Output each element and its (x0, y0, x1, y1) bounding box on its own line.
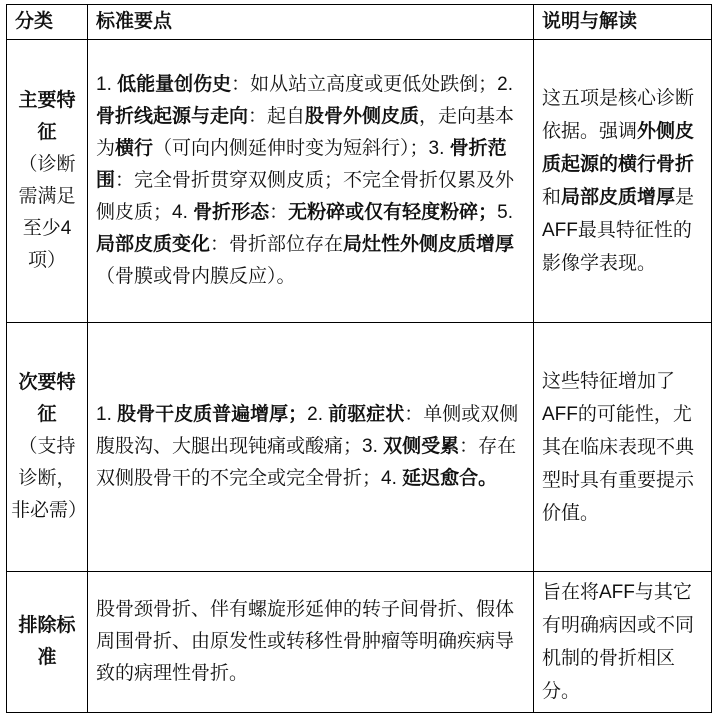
bold-text: 双侧受累 (383, 436, 460, 457)
text: ： (269, 202, 289, 223)
criteria-cell (88, 572, 534, 713)
header-explanation: 说明与解读 (534, 5, 712, 40)
bold-text: 股骨外侧皮质 (305, 106, 420, 127)
text: ：如从站立高度或更低处跌倒；2. (231, 74, 513, 95)
text: 旨在将AFF与其它有明确病因或不同机制的骨折相区分。 (542, 582, 695, 702)
text: ，走向基本为 (96, 106, 515, 159)
category-note: （支持诊断，非必需） (11, 436, 88, 521)
text: ：单侧或双侧腹股沟、大腿出现钝痛或酸痛；3. (96, 404, 519, 457)
bold-text: 横行 (115, 138, 154, 159)
bold-text: 局部皮质增厚 (561, 187, 676, 208)
bold-text: 延迟愈合。 (402, 468, 498, 489)
text: 1. (96, 74, 118, 95)
category-cell (7, 40, 88, 323)
criteria-cell (88, 40, 534, 323)
bold-text: 无粉碎或仅有轻度粉碎； (288, 202, 498, 223)
header-row (7, 5, 712, 40)
text: 2. (307, 404, 329, 425)
category-note: （诊断需满足至少4项） (18, 154, 76, 271)
bold-text: 骨折形态 (193, 202, 270, 223)
text: （骨膜或骨内膜反应）。 (96, 266, 296, 287)
bold-text: 骨折线起源与走向 (96, 106, 249, 127)
header-category: 分类 (7, 5, 88, 40)
bold-text: 低能量创伤史 (117, 74, 232, 95)
explanation-cell (534, 323, 712, 572)
text: （可向内侧延伸时变为短斜行）；3. (153, 138, 450, 159)
category-label: 次要特征 (18, 372, 76, 425)
bold-text: 局部皮质变化 (96, 234, 211, 255)
bold-text: 股骨干皮质普遍增厚； (117, 404, 308, 425)
table-row-major (7, 40, 712, 323)
text: 这些特征增加了AFF的可能性，尤其在临床表现不典型时具有重要提示价值。 (542, 370, 695, 524)
text: 是AFF最具特征性的影像学表现。 (542, 187, 695, 274)
bold-text: 骨折范围 (96, 138, 507, 191)
text: 这五项是核心诊断依据。强调 (542, 88, 695, 142)
bold-text: 局灶性外侧皮质增厚 (343, 234, 515, 255)
text: ：存在双侧股骨干的不完全或完全骨折；4. (96, 436, 517, 489)
text: 5. (497, 202, 514, 223)
table-row-exclusion (7, 572, 712, 713)
category-label: 排除标准 (18, 615, 76, 668)
criteria-cell (88, 323, 534, 572)
explanation-cell (534, 40, 712, 323)
bold-text: 外侧皮质起源的横行骨折 (542, 121, 695, 175)
text: 股骨颈骨折、伴有螺旋形延伸的转子间骨折、假体周围骨折、由原发性或转移性骨肿瘤等明确疾病导致的病理性骨折。 (96, 599, 515, 684)
text: 和 (542, 187, 562, 208)
category-cell (7, 323, 88, 572)
explanation-cell (534, 572, 712, 713)
table-row-minor (7, 323, 712, 572)
text: 1. (96, 404, 118, 425)
header-criteria: 标准要点 (88, 5, 534, 40)
criteria-table (6, 4, 712, 713)
text: ：完全骨折贯穿双侧皮质；不完全骨折仅累及外侧皮质；4. (96, 170, 515, 223)
category-cell (7, 572, 88, 713)
category-label: 主要特征 (18, 90, 76, 143)
text: ：骨折部位存在 (210, 234, 344, 255)
text: ：起自 (248, 106, 306, 127)
bold-text: 前驱症状 (328, 404, 405, 425)
